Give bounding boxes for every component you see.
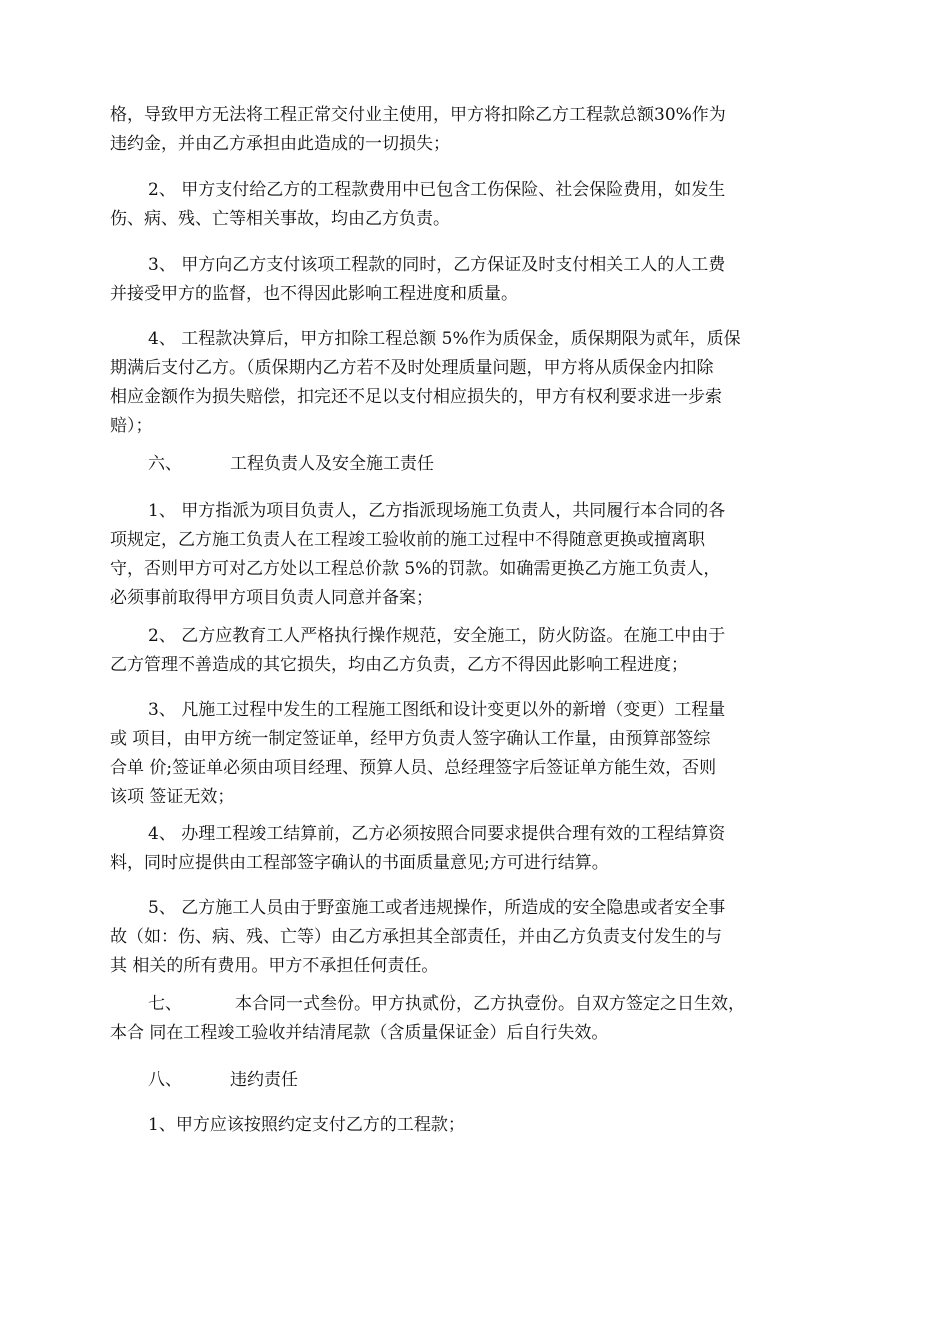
text-line — [110, 990, 845, 1019]
text-line: 违约金，并由乙方承担由此造成的一切损失； — [110, 134, 450, 154]
text-line: 其 相关的所有费用。甲方不承担任何责任。 — [110, 956, 439, 976]
clause-5-4-warranty-deposit — [110, 325, 845, 441]
text-line: 2、 甲方支付给乙方的工程款费用中已包含工伤保险、社会保险费用，如发生 — [148, 180, 726, 200]
clause-6-5-liability — [110, 894, 845, 981]
clause-8-1-payment-obligation — [110, 1111, 845, 1140]
text-line: 乙方管理不善造成的其它损失，均由乙方负责，乙方不得因此影响工程进度； — [110, 655, 688, 675]
section-title: 工程负责人及安全施工责任 — [230, 454, 434, 474]
section-heading-8 — [148, 1066, 298, 1095]
clause-6-1-project-leaders — [110, 497, 845, 613]
section-7-copies — [110, 990, 845, 1048]
section-heading-6 — [148, 450, 434, 479]
text-line: 3、 凡施工过程中发生的工程施工图纸和设计变更以外的新增（变更）工程量 — [148, 700, 726, 720]
text-line: 并接受甲方的监督，也不得因此影响工程进度和质量。 — [110, 284, 518, 304]
text-line: 期满后支付乙方。（质保期内乙方若不及时处理质量问题，甲方将从质保金内扣除 — [110, 358, 714, 378]
clause-5-2-insurance — [110, 176, 845, 234]
paragraph-penalty-continuation — [110, 101, 845, 159]
clause-5-3-labor-payment — [110, 251, 845, 309]
text-line: 合单 价;签证单必须由项目经理、预算人员、总经理签字后签证单方能生效，否则 — [110, 758, 717, 778]
text-line: 1、 甲方指派为项目负责人，乙方指派现场施工负责人，共同履行本合同的各 — [148, 501, 726, 521]
section-text: 本合同一式叁份。甲方执贰份，乙方执壹份。自双方签定之日生效， — [235, 994, 745, 1014]
text-line: 故（如：伤、病、残、亡等）由乙方承担其全部责任，并由乙方负责支付发生的与 — [110, 927, 722, 947]
text-line: 伤、病、残、亡等相关事故，均由乙方负责。 — [110, 209, 450, 229]
clause-6-3-change-orders — [110, 696, 845, 812]
text-line: 赔）； — [110, 416, 153, 436]
section-number: 七、 — [148, 994, 182, 1014]
text-line: 守，否则甲方可对乙方处以工程总价款 5%的罚款。如确需更换乙方施工负责人， — [110, 559, 721, 579]
clause-6-4-final-settlement — [110, 820, 845, 878]
text-line: 2、 乙方应教育工人严格执行操作规范，安全施工，防火防盗。在施工中由于 — [148, 626, 726, 646]
text-line: 4、 工程款决算后，甲方扣除工程总额 5%作为质保金，质保期限为贰年，质保 — [148, 329, 741, 349]
text-line: 项规定，乙方施工负责人在工程竣工验收前的施工过程中不得随意更换或擅离职 — [110, 530, 705, 550]
text-line: 1、甲方应该按照约定支付乙方的工程款； — [148, 1115, 465, 1135]
text-line: 5、 乙方施工人员由于野蛮施工或者违规操作，所造成的安全隐患或者安全事 — [148, 898, 726, 918]
section-number: 六、 — [148, 454, 182, 474]
text-line: 4、 办理工程竣工结算前，乙方必须按照合同要求提供合理有效的工程结算资 — [148, 824, 726, 844]
text-line: 相应金额作为损失赔偿，扣完还不足以支付相应损失的，甲方有权利要求进一步索 — [110, 387, 722, 407]
text-line: 3、 甲方向乙方支付该项工程款的同时，乙方保证及时支付相关工人的人工费 — [148, 255, 726, 275]
text-line: 或 项目，由甲方统一制定签证单，经甲方负责人签字确认工作量，由预算部签综 — [110, 729, 711, 749]
text-line: 格，导致甲方无法将工程正常交付业主使用，甲方将扣除乙方工程款总额30%作为 — [110, 105, 726, 125]
text-line: 本合 同在工程竣工验收并结清尾款（含质量保证金）后自行失效。 — [110, 1023, 609, 1043]
text-line: 必须事前取得甲方项目负责人同意并备案； — [110, 588, 433, 608]
section-number: 八、 — [148, 1070, 182, 1090]
text-line: 料，同时应提供由工程部签字确认的书面质量意见;方可进行结算。 — [110, 853, 609, 873]
clause-6-2-safety — [110, 622, 845, 680]
section-title: 违约责任 — [230, 1070, 298, 1090]
text-line: 该项 签证无效； — [110, 787, 235, 807]
